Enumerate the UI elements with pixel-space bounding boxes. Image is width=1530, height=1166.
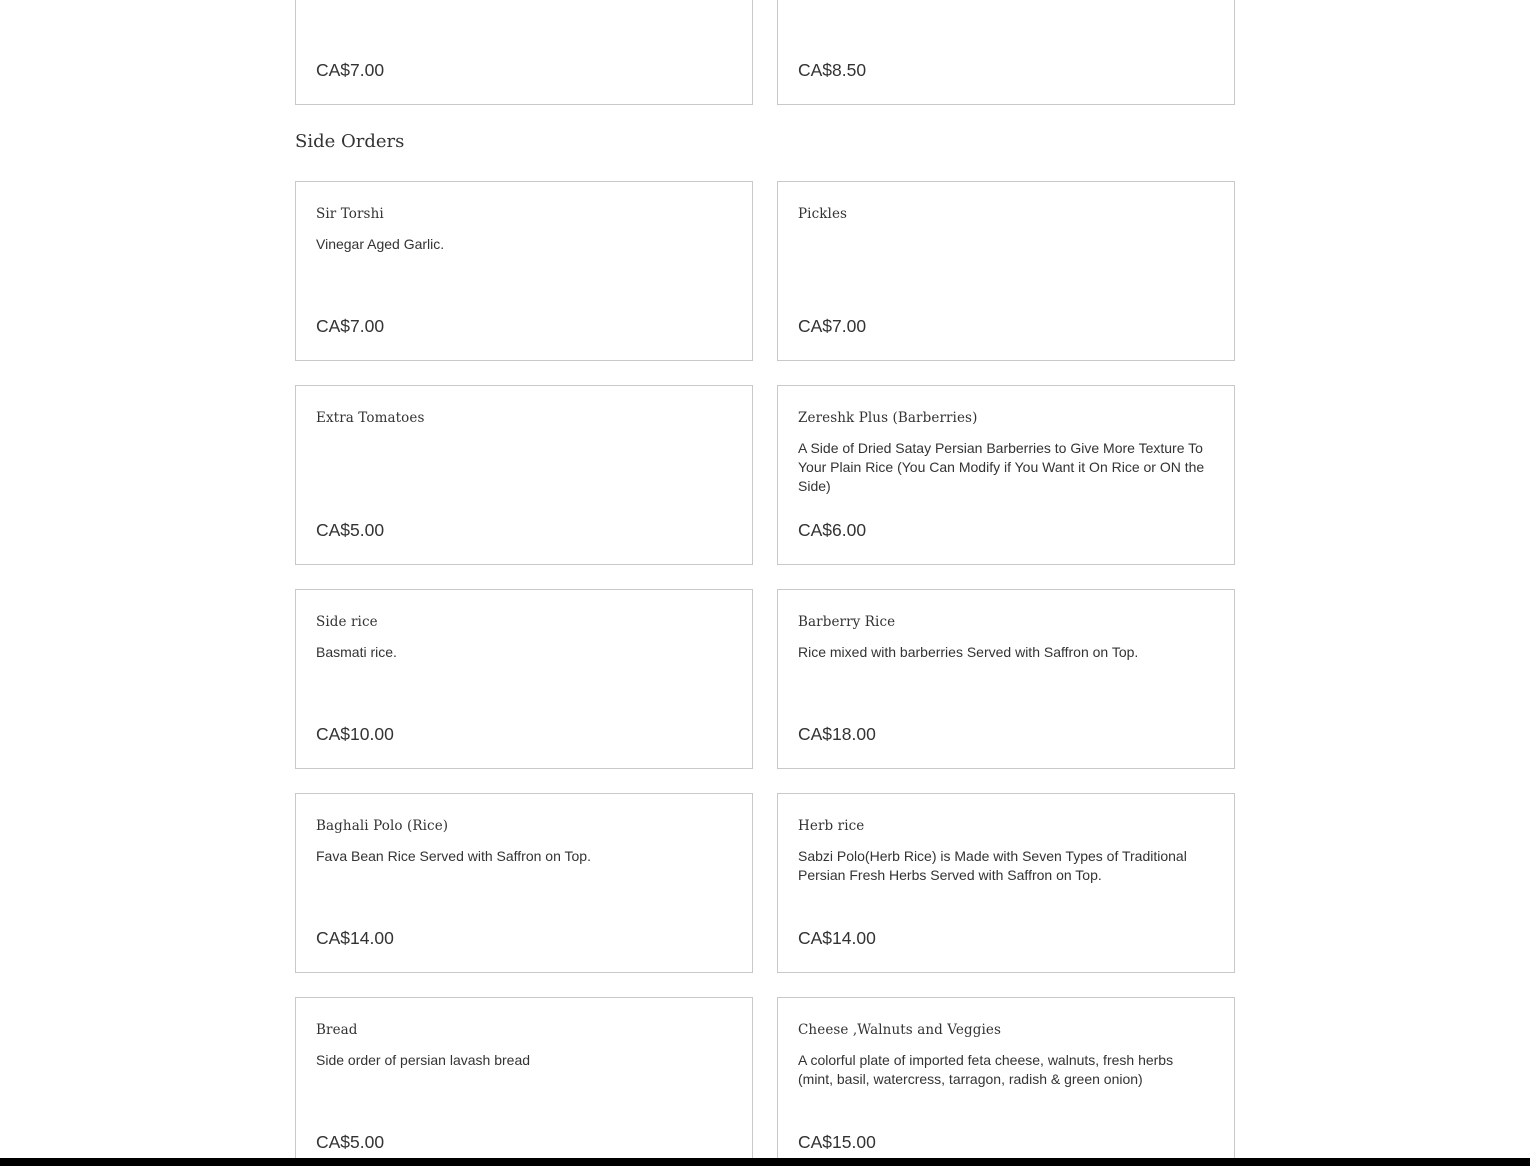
- item-price: CA$14.00: [316, 928, 394, 948]
- item-title: Cheese ,Walnuts and Veggies: [798, 1022, 1001, 1038]
- item-price: CA$7.00: [798, 316, 867, 336]
- menu-item-card[interactable]: [295, 181, 753, 361]
- item-description: Side order of persian lavash bread: [316, 1052, 531, 1068]
- menu-item-card[interactable]: [295, 589, 753, 769]
- menu-item-card[interactable]: [777, 589, 1235, 769]
- item-title: Barberry Rice: [798, 614, 896, 630]
- menu-item-card[interactable]: [295, 793, 753, 973]
- item-price: CA$6.00: [798, 520, 867, 540]
- item-title: Herb rice: [798, 818, 865, 834]
- section-title: Side Orders: [295, 131, 405, 152]
- item-description: Fava Bean Rice Served with Saffron on Top.: [316, 848, 591, 864]
- item-description: A Side of Dried Satay Persian Barberries to Give More Texture To Your Plain Rice (You Can Modify if You Want it On Rice or ON the Side): [798, 440, 1205, 494]
- item-price: CA$15.00: [798, 1132, 876, 1152]
- item-title: Pickles: [798, 206, 848, 222]
- menu-item-card[interactable]: [295, 997, 753, 1166]
- item-description: Basmati rice.: [316, 644, 397, 660]
- item-price: CA$14.00: [798, 928, 876, 948]
- item-description: Rice mixed with barberries Served with Saffron on Top.: [798, 644, 1139, 660]
- item-description: Vinegar Aged Garlic.: [316, 236, 445, 252]
- item-price: CA$7.00: [316, 316, 385, 336]
- item-price: CA$8.50: [798, 60, 867, 80]
- menu-item-card[interactable]: [777, 0, 1235, 105]
- item-price: CA$5.00: [316, 520, 385, 540]
- item-price: CA$5.00: [316, 1132, 385, 1152]
- item-title: Side rice: [316, 614, 378, 630]
- menu-item-card[interactable]: [295, 385, 753, 565]
- item-title: Bread: [316, 1022, 358, 1038]
- menu-item-card[interactable]: [777, 181, 1235, 361]
- item-description: A colorful plate of imported feta cheese, walnuts, fresh herbs (mint, basil, watercress, tarragon, radish & green onion): [798, 1052, 1174, 1087]
- item-title: Zereshk Plus (Barberries): [798, 410, 978, 426]
- bottom-bar: [0, 1158, 1530, 1166]
- item-description: Sabzi Polo(Herb Rice) is Made with Seven Types of Traditional Persian Fresh Herbs Served with Saffron on Top.: [798, 848, 1187, 883]
- menu-item-card[interactable]: [295, 0, 753, 105]
- item-price: CA$7.00: [316, 60, 385, 80]
- item-price: CA$10.00: [316, 724, 394, 744]
- menu-item-card[interactable]: [777, 385, 1235, 565]
- item-title: Extra Tomatoes: [316, 410, 425, 426]
- item-title: Baghali Polo (Rice): [316, 818, 449, 834]
- menu-item-card[interactable]: [777, 997, 1235, 1166]
- menu-item-card[interactable]: [777, 793, 1235, 973]
- item-price: CA$18.00: [798, 724, 876, 744]
- item-title: Sir Torshi: [316, 206, 384, 222]
